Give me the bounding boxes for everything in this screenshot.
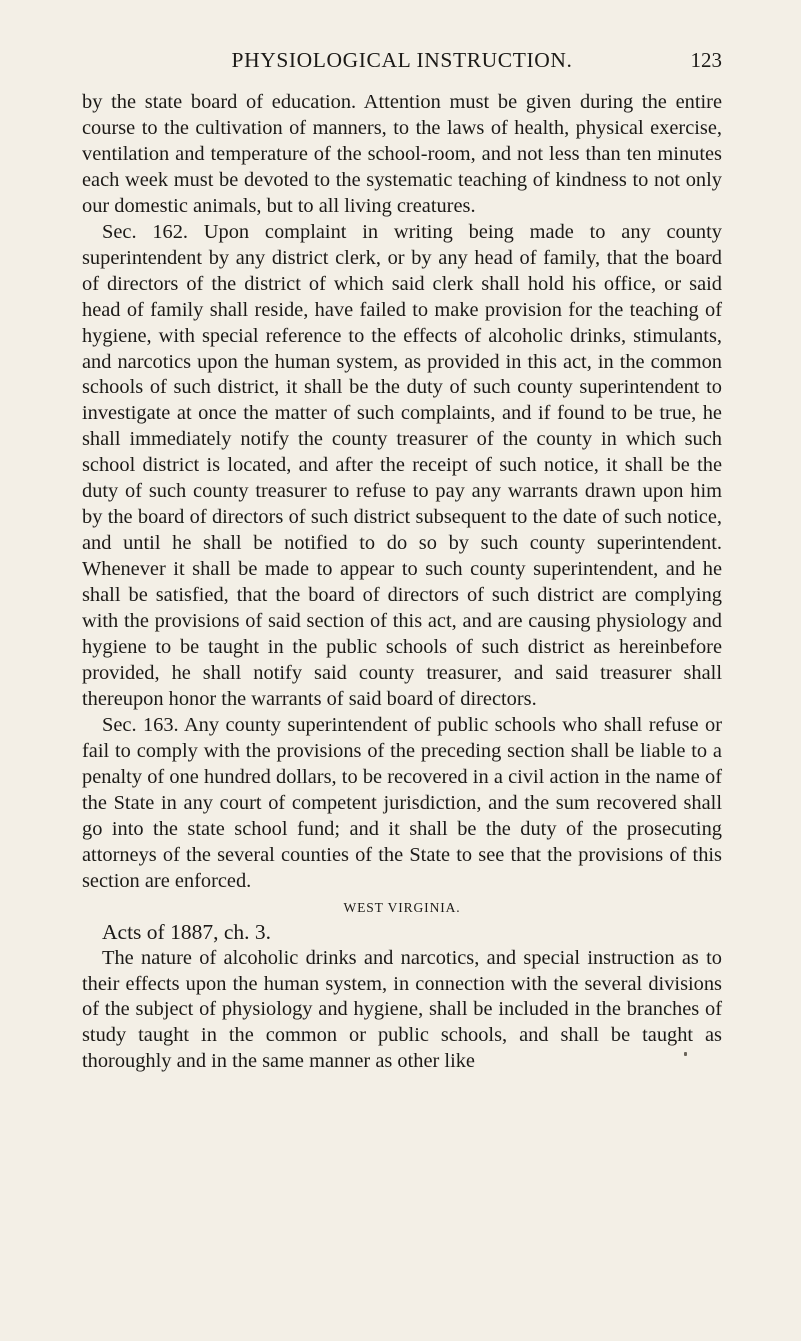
- body-text: [82, 90, 722, 1075]
- section-163-paragraph: Sec. 163. Any county superintendent of public schools who shall refuse or fail to comply with the provisions of the preceding section shall be liable to a penalty of one hundred dollars, to be recovered in a civil action in the name of the State in any court of competent jurisdiction, and the sum recovered shall go into the state school fund; and it shall be the duty of the prosecuting attorneys of the several counties of the State to see that the provisions of this section are enforced.: [82, 713, 722, 892]
- state-heading: WEST VIRGINIA.: [343, 899, 461, 915]
- acts-citation: Acts of 1887, ch. 3.: [102, 919, 271, 944]
- running-head: [82, 48, 722, 78]
- section-162-paragraph: Sec. 162. Upon complaint in writing being made to any county superintendent by any district clerk, or by any head of family, that the board of directors of the district of which said clerk shall hold his office, or said head of family shall reside, have failed to make provision for the teaching of hygiene, with special reference to the effects of alcoholic drinks, stimulants, and narcotics upon the human system, as provided in this act, in the common schools of such district, it shall be the duty of such county superintendent to investigate at once the matter of such complaints, and if found to be true, he shall immediately notify the county treasurer of the county in which such school district is located, and after the receipt of such notice, it shall be the duty of such county treasurer to refuse to pay any warrants drawn upon him by the board of directors of such district subsequent to the date of such notice, and until he shall be notified to do so by such county superintendent. Whenever it shall be made to appear to such county superintendent, and he shall be satisfied, that the board of directors of such district are complying with the provisions of said section of this act, and are causing physiology and hygiene to be taught in the public schools of such district as hereinbefore provided, he shall notify said county treasurer, and said treasurer shall thereupon honor the warrants of said board of directors.: [82, 220, 722, 710]
- page-number: 123: [690, 48, 722, 72]
- print-speck: [684, 1052, 687, 1056]
- continued-paragraph: by the state board of education. Attention must be given during the entire course to the cultivation of manners, to the laws of health, physical exercise, ventilation and temperature of the school-room, and not less than ten minutes each week must be devoted to the systematic teaching of kindness to not only our domestic animals, but to all living creatures.: [82, 91, 722, 217]
- west-virginia-paragraph: The nature of alcoholic drinks and narcotics, and special instruction as to their effects upon the human system, in connection with the several divisions of the subject of physiology and hygiene, shall be included in the branches of study taught in the common or public schools, and shall be taught as thoroughly and in the same manner as other like: [82, 946, 722, 1073]
- running-title: PHYSIOLOGICAL INSTRUCTION.: [231, 48, 573, 72]
